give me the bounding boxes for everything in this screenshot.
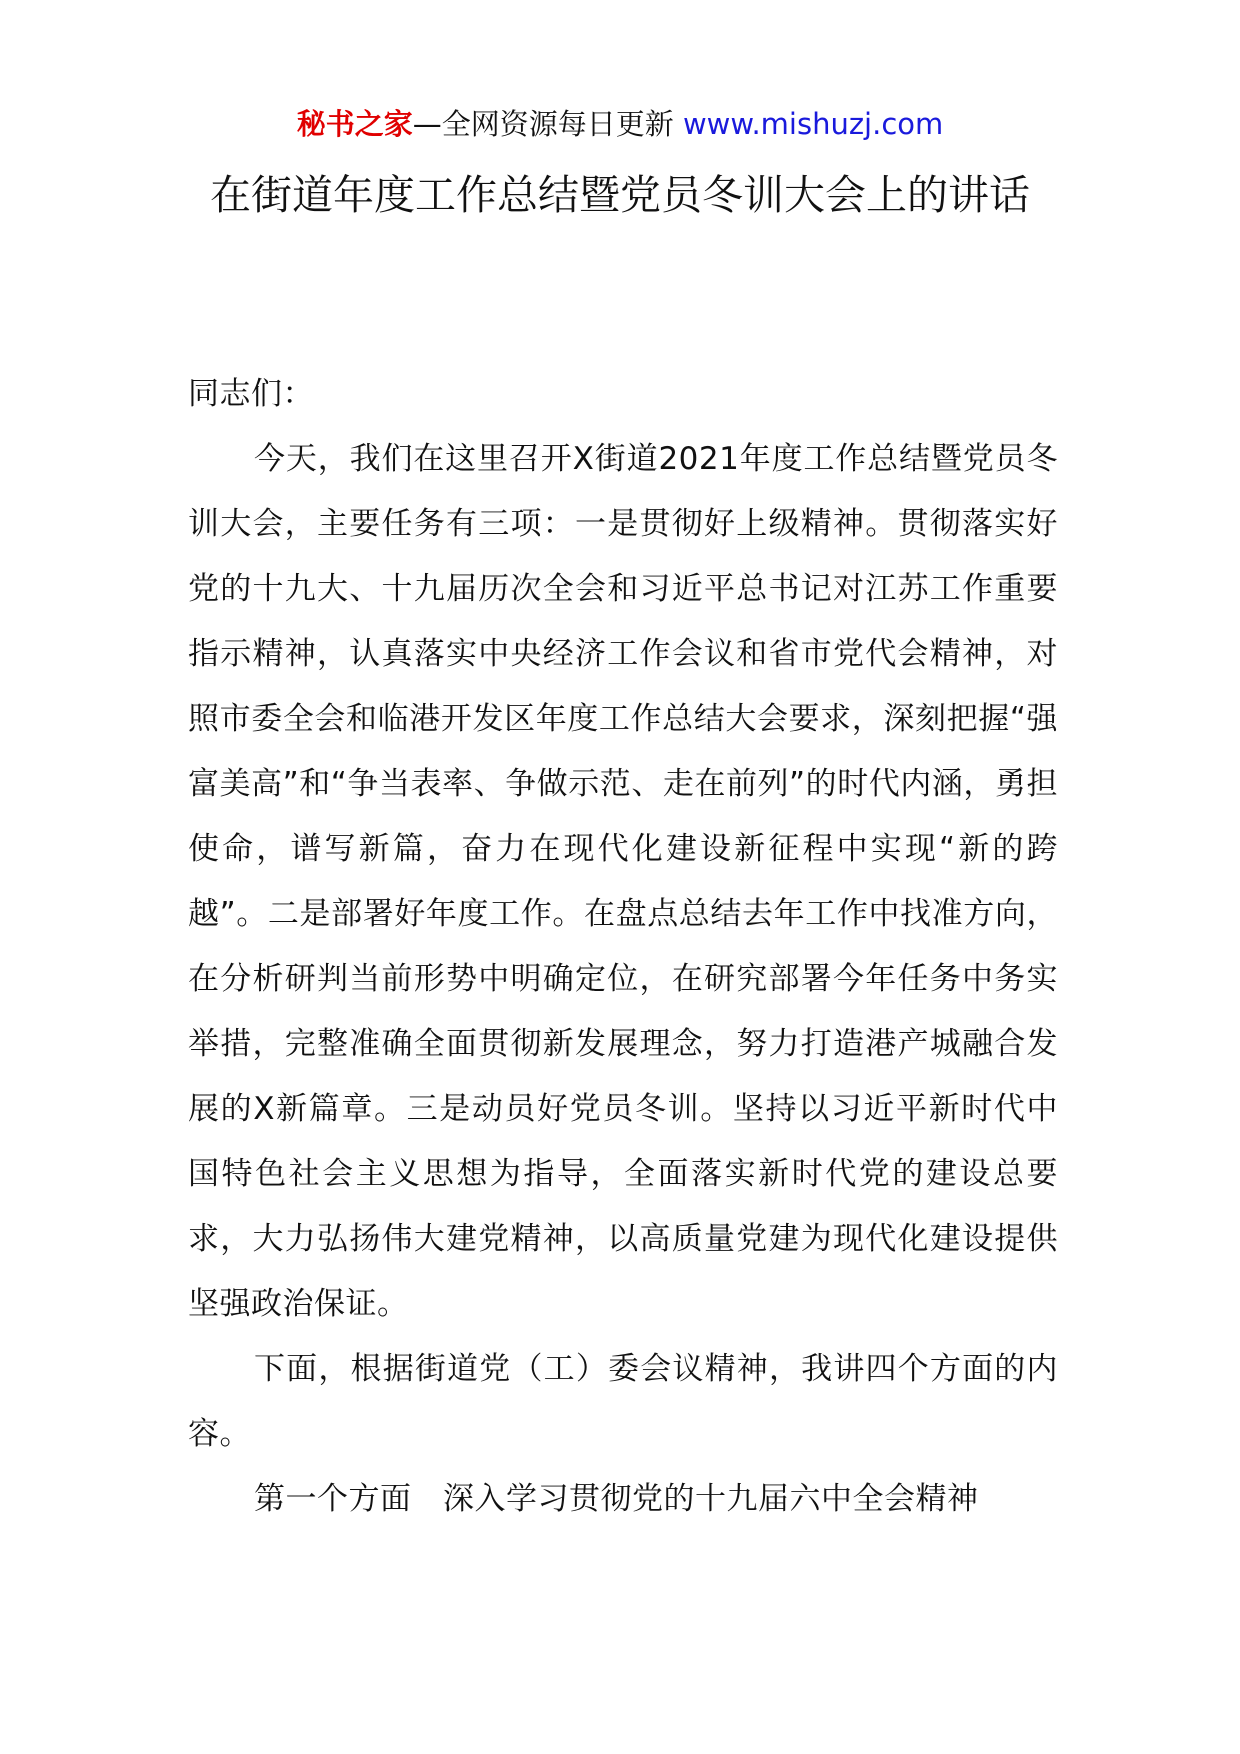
body-paragraph: 下面，根据街道党（工）委会议精神，我讲四个方面的内容。 <box>188 1351 1058 1452</box>
brand-name: 秘书之家 <box>296 107 413 141</box>
document-title: 在街道年度工作总结暨党员冬训大会上的讲话 <box>210 171 1030 219</box>
site-header <box>0 104 1240 144</box>
body-paragraph: 今天，我们在这里召开X街道2021年度工作总结暨党员冬训大会，主要任务有三项：一是贯彻好上级精神。贯彻落实好党的十九大、十九届历次全会和习近平总书记对江苏工作重要指示精神，认真落实中央经济工作会议和省市党代会精神，对照市委全会和临港开发区年度工作总结大会要求，深刻把握“强富美高”和“争当表率、争做示范、走在前列”的时代内涵，勇担使命，谱写新篇，奋力在现代化建设新征程中实现“新的跨越”。二是部署好年度工作。在盘点总结去年工作中找准方向，在分析研判当前形势中明确定位，在研究部署今年任务中务实举措，完整准确全面贯彻新发展理念，努力打造港产城融合发展的X新篇章。三是动员好党员冬训。坚持以习近平新时代中国特色社会主义思想为指导，全面落实新时代党的建设总要求，大力弘扬伟大建党精神，以高质量党建为现代化建设提供坚强政治保证。 <box>188 441 1058 1322</box>
salutation: 同志们： <box>188 376 314 412</box>
section-heading: 第一个方面 深入学习贯彻党的十九届六中全会精神 <box>254 1481 979 1517</box>
document-body <box>188 362 1058 1532</box>
header-tagline: —全网资源每日更新 <box>412 107 683 141</box>
site-url-link[interactable]: www.mishuzj.com <box>682 107 944 141</box>
